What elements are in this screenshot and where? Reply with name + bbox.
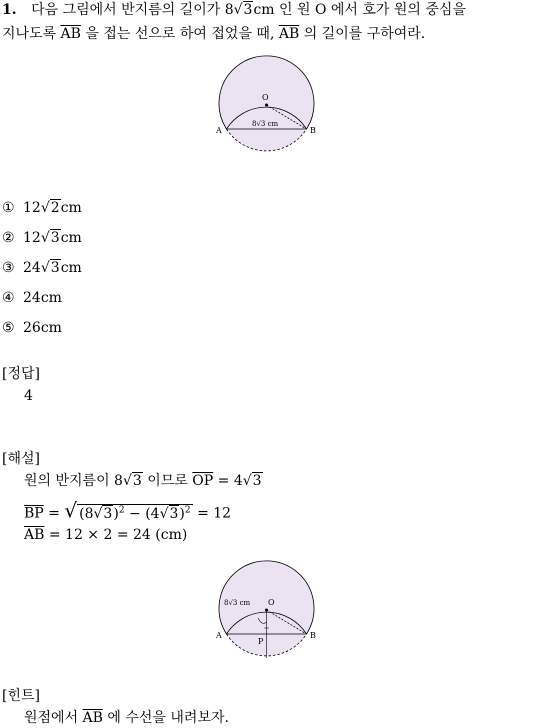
label-p: P <box>258 637 264 646</box>
label-a: A <box>216 631 222 640</box>
segment-ab: $\overline{AB}$ <box>24 527 45 543</box>
label-b: B <box>310 631 316 640</box>
problem-line-1: 1. 다음 그림에서 반지름의 길이가 8√3cm 인 원 O 에서 호가 원의 중심을 <box>2 2 466 18</box>
segment-ab: $\overline{AB}$ <box>60 26 81 42</box>
solution-line-1: 원의 반지름이 8√3 이므로 $\overline{OP} = 4√3$ <box>24 473 262 489</box>
solution-line-2: $\overline{BP}$ = √ $(8√3)^2 - (4√3)^2 = 12$ <box>24 498 232 523</box>
choice-5[interactable]: ⑤ 26cm <box>2 320 62 336</box>
hint-text: 원점에서 $\overline{AB}$ 에 수선을 내려보자. <box>24 710 229 726</box>
answer-heading: [정답] <box>2 366 40 382</box>
segment-ab: $\overline{AB}$ <box>278 26 300 42</box>
problem-number: 1. <box>2 2 17 18</box>
label-radius: 8√3 cm <box>224 599 251 607</box>
segment-op: $\overline{OP}$ <box>192 473 214 489</box>
label-radius: 8√3 cm <box>252 120 279 128</box>
hint-heading: [힌트] <box>2 688 40 704</box>
choice-3[interactable]: ③ 24√3cm <box>2 260 82 276</box>
label-o: O <box>262 93 269 102</box>
figure-solution-diagram <box>210 560 330 662</box>
choice-4[interactable]: ④ 24cm <box>2 290 62 306</box>
label-o: O <box>268 598 275 607</box>
figure-folded-circle <box>210 55 330 157</box>
problem-line-2: 지나도록 $\overline{AB}$ 을 접는 선으로 하여 접었을 때, $\overline{AB}$ 의 길이를 구하여라. <box>2 26 426 42</box>
segment-bp: $\overline{BP}$ <box>24 505 44 522</box>
answer-value: 4 <box>24 388 33 404</box>
choice-1[interactable]: ① 12√2cm <box>2 200 82 216</box>
choice-2[interactable]: ② 12√3cm <box>2 230 82 246</box>
solution-line-3: $\overline{AB} = 12 \times 2 = 24$ (cm) <box>24 527 188 543</box>
solution-heading: [해설] <box>2 451 40 467</box>
label-b: B <box>310 126 316 135</box>
label-a: A <box>216 126 222 135</box>
segment-ab: $\overline{AB}$ <box>82 710 103 726</box>
